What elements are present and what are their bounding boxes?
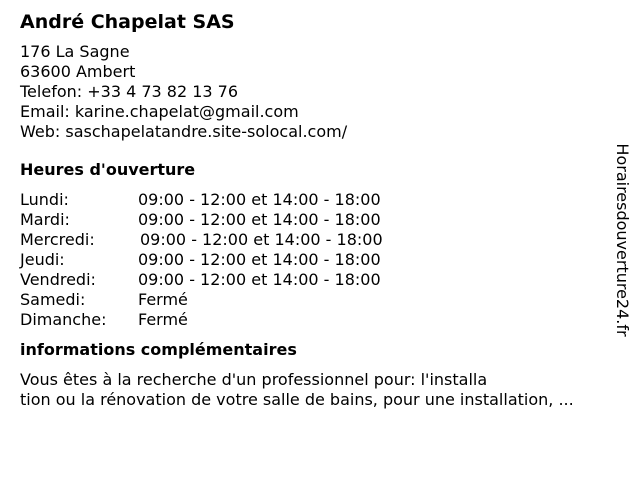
hours-day-label: Lundi: <box>20 190 69 209</box>
hours-time: 09:00 - 12:00 et 14:00 - 18:00 <box>138 210 381 229</box>
hours-row-tuesday <box>20 210 610 230</box>
hours-time: Fermé <box>138 310 188 329</box>
hours-row-sunday <box>20 310 610 330</box>
hours-day-label: Jeudi: <box>20 250 65 269</box>
hours-day-label: Mercredi: <box>20 230 95 249</box>
info-line-1: Vous êtes à la recherche d'un professionnel pour: l'installa <box>20 370 488 389</box>
hours-time: Fermé <box>138 290 188 309</box>
address-city: 63600 Ambert <box>20 62 136 81</box>
hours-time: 09:00 - 12:00 et 14:00 - 18:00 <box>138 190 381 209</box>
contact-block <box>20 42 610 142</box>
info-heading: informations complémentaires <box>20 340 297 359</box>
hours-time: 09:00 - 12:00 et 14:00 - 18:00 <box>140 230 383 249</box>
business-name: André Chapelat SAS <box>20 11 235 33</box>
hours-time: 09:00 - 12:00 et 14:00 - 18:00 <box>138 250 381 269</box>
hours-row-wednesday <box>20 230 610 250</box>
hours-day-label: Mardi: <box>20 210 70 229</box>
hours-row-thursday <box>20 250 610 270</box>
email-text: Email: karine.chapelat@gmail.com <box>20 102 299 121</box>
info-line-2: tion ou la rénovation de votre salle de bains, pour une installation, ... <box>20 390 574 409</box>
hours-day-label: Dimanche: <box>20 310 107 329</box>
hours-row-saturday <box>20 290 610 310</box>
hours-day-label: Samedi: <box>20 290 86 309</box>
website-text: Web: saschapelatandre.site-solocal.com/ <box>20 122 348 141</box>
info-description <box>20 370 610 410</box>
hours-time: 09:00 - 12:00 et 14:00 - 18:00 <box>138 270 381 289</box>
hours-row-friday <box>20 270 610 290</box>
hours-heading: Heures d'ouverture <box>20 160 196 179</box>
watermark-text: Horairesdouverture24.fr <box>613 143 632 337</box>
phone-text: Telefon: +33 4 73 82 13 76 <box>20 82 239 101</box>
business-card <box>20 10 610 410</box>
hours-day-label: Vendredi: <box>20 270 96 289</box>
address-street: 176 La Sagne <box>20 42 130 61</box>
hours-row-monday <box>20 190 610 210</box>
hours-table <box>20 190 610 330</box>
